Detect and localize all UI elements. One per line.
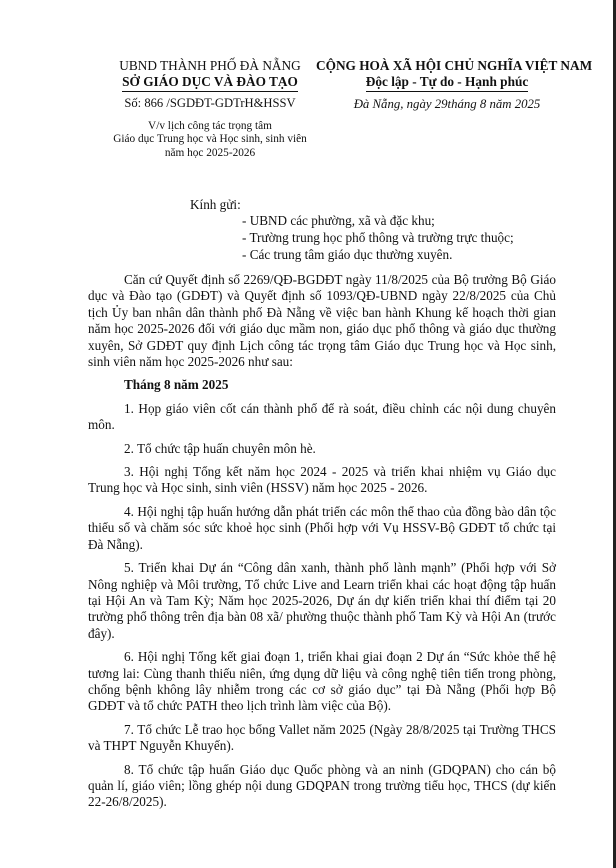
- schedule-item: 5. Triển khai Dự án “Công dân xanh, thành phố lành mạnh” (Phối hợp với Sở Nông nghiệp và Môi trường, Tổ chức Live and Learn triển khai các hoạt động tập huấn tại Hội An và Tam Kỳ; Năm học 2025-2026, Dự án dự kiến triển khai thí điểm tại 20 trường phổ thông trên địa bàn 08 xã/ phường thuộc thành phố Tam Kỳ và Hội An (trước đây).: [88, 560, 556, 641]
- intro-paragraph: Căn cứ Quyết định số 2269/QĐ-BGDĐT ngày 11/8/2025 của Bộ trưởng Bộ Giáo dục và Đào tạo (GDĐT) và Quyết định số 1093/QĐ-UBND ngày 22/8/2025 của Chủ tịch Ủy ban nhân dân thành phố Đà Nẵng về việc ban hành Khung kế hoạch thời gian năm học 2025-2026 đối với giáo dục mầm non, giáo dục phổ thông và giáo dục thường xuyên, Sở GDĐT quy định Lịch công tác trọng tâm Giáo dục Trung học và Học sinh, sinh viên năm học 2025-2026 như sau:: [88, 272, 556, 370]
- schedule-item: 8. Tổ chức tập huấn Giáo dục Quốc phòng và an ninh (GDQPAN) cho cán bộ quản lí, giáo viên; lồng ghép nội dung GDQPAN trong trường tiểu học, THCS (dự kiến 22-26/8/2025).: [88, 761, 556, 810]
- document-date: Đà Nẵng, ngày 29tháng 8 năm 2025: [353, 97, 541, 111]
- schedule-item: 4. Hội nghị tập huấn hướng dẫn phát triển các môn thể thao của đồng bào dân tộc thiểu số và chăm sóc sức khoẻ học sinh (Phối hợp với Vụ HSSV-Bộ GDĐT tổ chức tại Đà Nẵng).: [88, 503, 556, 552]
- national-motto: [316, 74, 578, 92]
- document-body: [88, 272, 556, 818]
- issuer-header: [92, 58, 328, 160]
- issuer-department-text: SỞ GIÁO DỤC VÀ ĐÀO TẠO: [122, 74, 298, 92]
- document-subject: [92, 120, 328, 160]
- issuer-authority: UBND THÀNH PHỐ ĐÀ NẴNG: [119, 58, 301, 73]
- schedule-item: 3. Hội nghị Tổng kết năm học 2024 - 2025 và triển khai nhiệm vụ Giáo dục Trung học và Học sinh, sinh viên (HSSV) năm học 2025 - 2026.: [88, 464, 556, 496]
- recipients-list: [242, 212, 514, 263]
- schedule-item: 6. Hội nghị Tổng kết giai đoạn 1, triển khai giai đoạn 2 Dự án “Sức khỏe thế hệ tương lai: Cùng thanh thiếu niên, ứng dụng dữ liệu và công nghệ tiên tiến trong phòng, chống bệnh không lây nhiễm trong các cơ sở giáo dục” tại Đà Nẵng (Phối hợp Bộ GDĐT và tổ chức PATH theo lịch trình làm việc của Bộ).: [88, 649, 556, 714]
- recipient-item: - Các trung tâm giáo dục thường xuyên.: [242, 247, 453, 262]
- document-number: Số: 866 /SGDĐT-GDTrH&HSSV: [124, 96, 296, 110]
- recipient-item: - UBND các phường, xã và đặc khu;: [242, 213, 435, 228]
- month-heading: Tháng 8 năm 2025: [124, 377, 229, 393]
- subject-line: năm học 2025-2026: [164, 146, 256, 159]
- national-title: CỘNG HOÀ XÃ HỘI CHỦ NGHĨA VIỆT NAM: [316, 58, 593, 73]
- issuer-department: [92, 74, 328, 92]
- schedule-item: 7. Tổ chức Lễ trao học bổng Vallet năm 2025 (Ngày 28/8/2025 tại Trường THCS và THPT Nguyễn Khuyến).: [88, 721, 556, 754]
- recipients-label: Kính gửi:: [190, 197, 241, 212]
- subject-line: Giáo dục Trung học và Học sinh, sinh viên: [113, 133, 307, 146]
- subject-line: V/v lịch công tác trọng tâm: [148, 120, 272, 132]
- recipient-item: - Trường trung học phổ thông và trường trực thuộc;: [242, 230, 514, 245]
- schedule-item: 2. Tổ chức tập huấn chuyên môn hè.: [124, 440, 316, 456]
- national-motto-text: Độc lập - Tự do - Hạnh phúc: [366, 74, 529, 92]
- schedule-item: 1. Họp giáo viên cốt cán thành phố để rà soát, điều chỉnh các nội dung chuyên môn.: [88, 400, 556, 433]
- national-header: [316, 58, 593, 112]
